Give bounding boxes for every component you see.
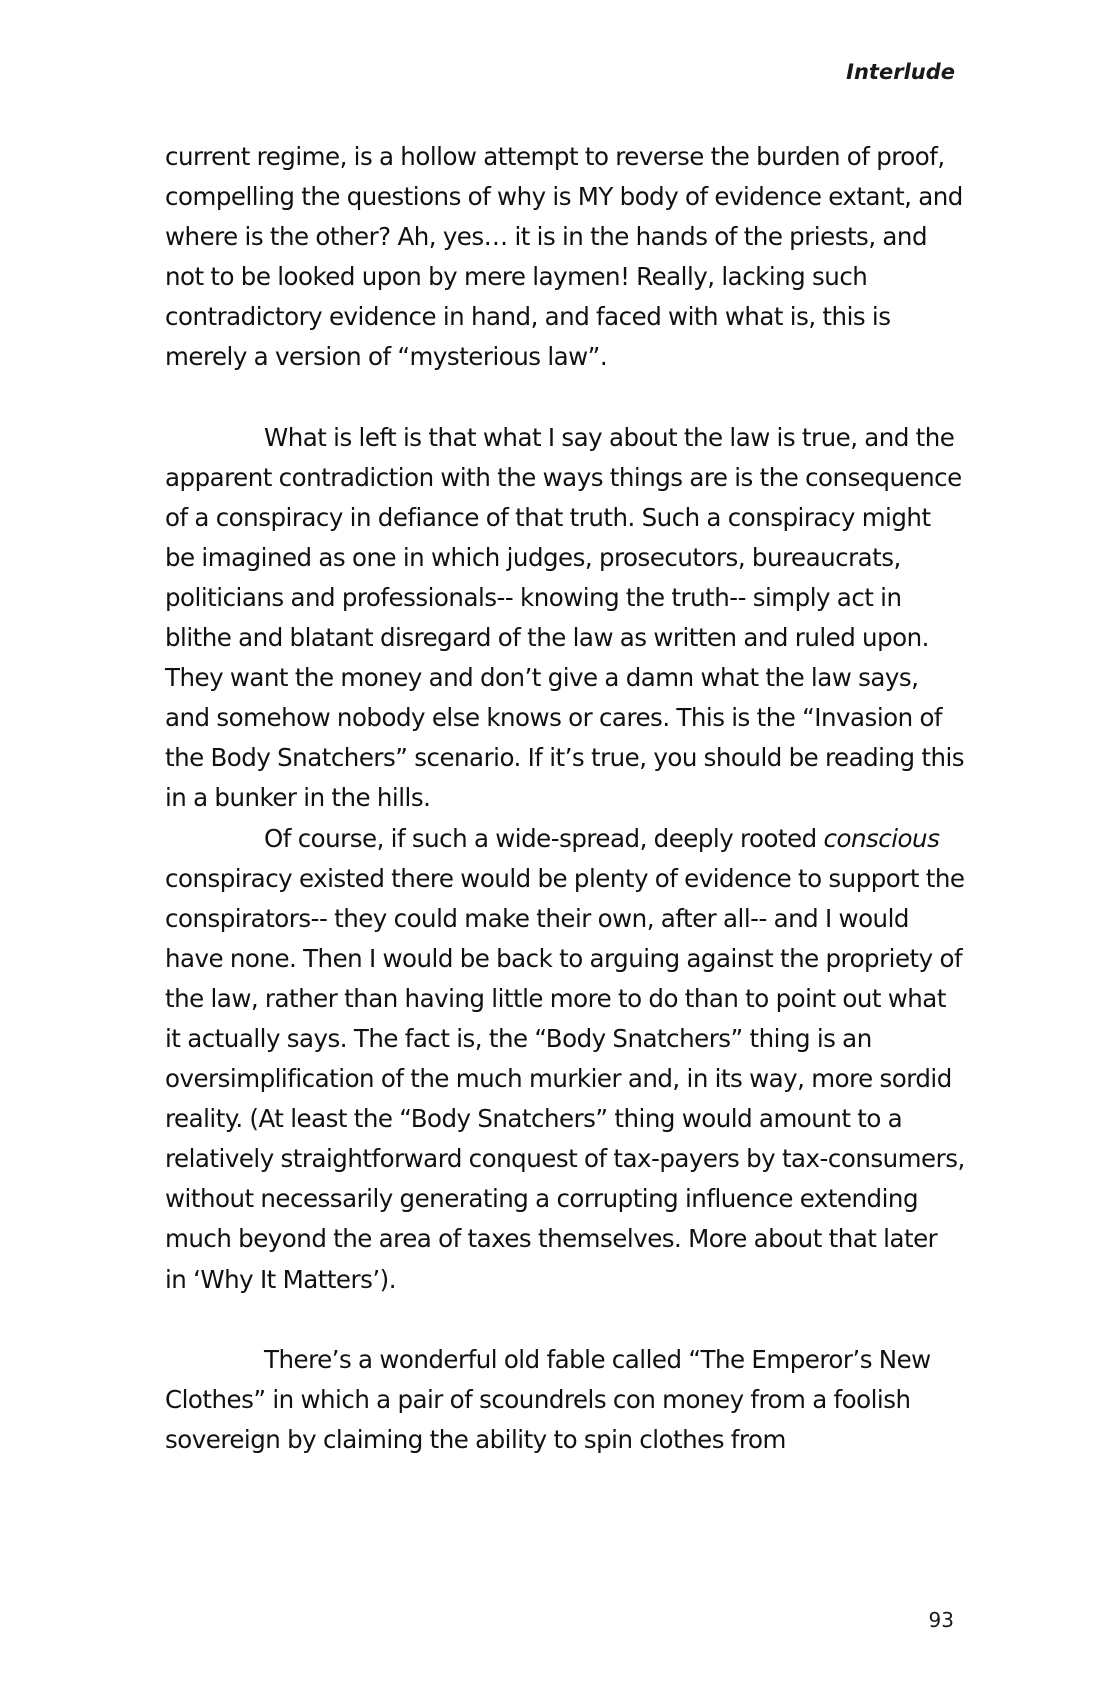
paragraph-3-rest: conspiracy existed there would be plenty of evidence to support the conspirators-- they could make their own, after all-- and I would have none. Then I would be back to arguing against the propriety of the law, rather than having little more to do than to point out what it actually says. The fact is, the “Body Snatchers” thing is an oversimplification of the much murkier and, in its way, more sordid reality. (At least the “Body Snatchers” thing would amount to a relatively straightforward conquest of tax-payers by tax-consumers, without necessarily generating a corrupting influence extending much beyond the area of taxes themselves. More about that later in ‘Why It Matters’). (165, 863, 965, 1294)
paragraph-3-lead: Of course, if such a wide-spread, deeply rooted (264, 823, 824, 853)
body-text (165, 137, 965, 1460)
paragraph-4: There’s a wonderful old fable called “The Emperor’s New Clothes” in which a pair of scoundrels con money from a foolish sovereign by claiming the ability to spin clothes from (165, 1344, 931, 1454)
paragraph-1: current regime, is a hollow attempt to reverse the burden of proof, compelling the questions of why is MY body of evidence extant, and where is the other? Ah, yes… it is in the hands of the priests, and not to be looked upon by mere laymen! Really, lacking such contradictory evidence in hand, and faced with what is, this is merely a version of “mysterious law”. (165, 142, 963, 372)
page-number: 93 (928, 1608, 954, 1632)
paragraph-2: What is left is that what I say about the law is true, and the apparent contradiction with the ways things are is the consequence of a conspiracy in defiance of that truth. Such a conspiracy might be imagined as one in which judges, prosecutors, bureaucrats, politicians and professionals-- knowing the truth-- simply act in blithe and blatant disregard of the law as written and ruled upon. They want the money and don’t give a damn what the law says, and somehow nobody else knows or cares. This is the “Invasion of the Body Snatchers” scenario. If it’s true, you should be reading this in a bunker in the hills. (165, 422, 965, 813)
running-header: Interlude (846, 60, 955, 84)
paragraph-3-emphasis: conscious (823, 823, 940, 853)
paragraph-3 (165, 819, 965, 1300)
